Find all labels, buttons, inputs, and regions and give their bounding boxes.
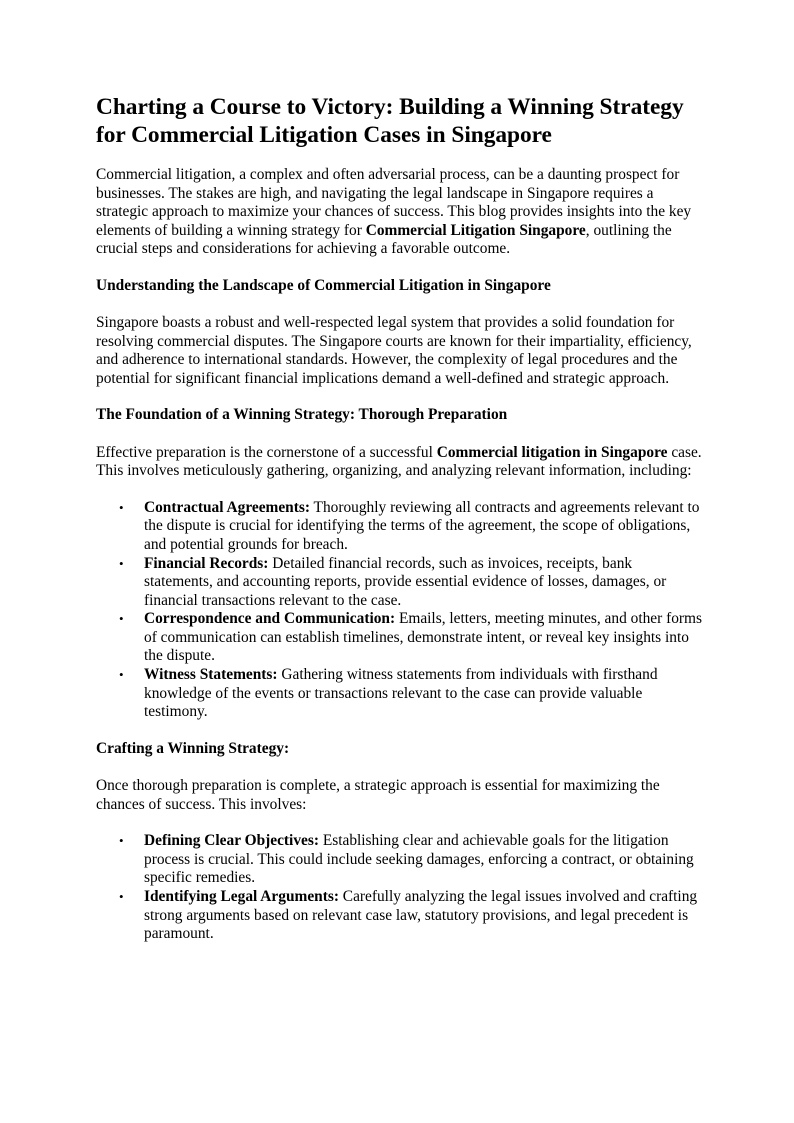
bullet-icon: • [119,667,124,683]
preparation-keyword: Commercial litigation in Singapore [436,443,668,461]
bullet-icon: • [119,888,124,904]
bullet-icon: • [119,833,124,849]
section-heading-strategy: Crafting a Winning Strategy: [96,739,290,757]
intro-text-after: , outlining the crucial steps and considerations for achieving a favorable outcome. [96,221,672,258]
list-item-label: Financial Records: [144,554,269,572]
list-item-label: Defining Clear Objectives: [144,832,319,850]
preparation-list [96,499,704,722]
page-title: Charting a Course to Victory: Building a Winning Strategy for Commercial Litigation Cases in Singapore [96,94,684,148]
list-item [119,610,704,666]
list-item-text: Gathering witness statements from individuals with firsthand knowledge of the events or transactions relevant to the case can provide valuable testimony. [144,666,658,721]
document-page [96,93,704,962]
list-item-label: Witness Statements: [144,666,278,684]
list-item-text: Thoroughly reviewing all contracts and agreements relevant to the dispute is crucial for identifying the terms of the agreement, the scope of obligations, and potential grounds for breach. [144,498,700,553]
section-paragraph-preparation [96,444,704,481]
intro-text-before: Commercial litigation, a complex and often adversarial process, can be a daunting prospect for businesses. The stakes are high, and navigating the legal landscape in Singapore requires a strategic approach to maximize your chances of success. This blog provides insights into the key elements of building a winning strategy for [96,166,692,239]
list-item-label: Identifying Legal Arguments: [144,887,339,905]
section-paragraph-landscape: Singapore boasts a robust and well-respected legal system that provides a solid foundation for resolving commercial disputes. The Singapore courts are known for their impartiality, efficiency, and adherence to international standards. However, the complexity of legal procedures and the potential for significant financial implications demand a well-defined and strategic approach. [96,314,692,387]
preparation-text-before: Effective preparation is the cornerstone of a successful [96,443,437,461]
list-item [119,666,704,722]
section-heading-preparation: The Foundation of a Winning Strategy: Thorough Preparation [96,406,508,424]
intro-keyword: Commercial Litigation Singapore [365,221,586,239]
list-item-label: Contractual Agreements: [144,498,310,516]
list-item-text: Detailed financial records, such as invoices, receipts, bank statements, and accounting reports, provide essential evidence of losses, damages, or financial transactions relevant to the case. [144,554,667,609]
preparation-text-after: case. This involves meticulously gathering, organizing, and analyzing relevant information, including: [96,443,702,480]
list-item-text: Emails, letters, meeting minutes, and other forms of communication can establish timelines, demonstrate intent, or reveal key insights into the dispute. [144,610,702,665]
list-item [119,832,704,888]
strategy-list [96,832,704,944]
section-paragraph-strategy: Once thorough preparation is complete, a strategic approach is essential for maximizing the chances of success. This involves: [96,776,660,813]
bullet-icon: • [119,499,124,515]
list-item-label: Correspondence and Communication: [144,610,396,628]
section-heading-landscape: Understanding the Landscape of Commercial Litigation in Singapore [96,276,551,294]
bullet-icon: • [119,611,124,627]
intro-paragraph [96,166,704,259]
list-item [119,554,704,611]
list-item-text: Carefully analyzing the legal issues involved and crafting strong arguments based on relevant case law, statutory provisions, and legal precedent is paramount. [144,887,698,943]
list-item [119,887,704,944]
bullet-icon: • [119,555,124,571]
list-item [119,498,704,555]
list-item-text: Establishing clear and achievable goals for the litigation process is crucial. This could include seeking damages, enforcing a contract, or obtaining specific remedies. [144,832,694,887]
